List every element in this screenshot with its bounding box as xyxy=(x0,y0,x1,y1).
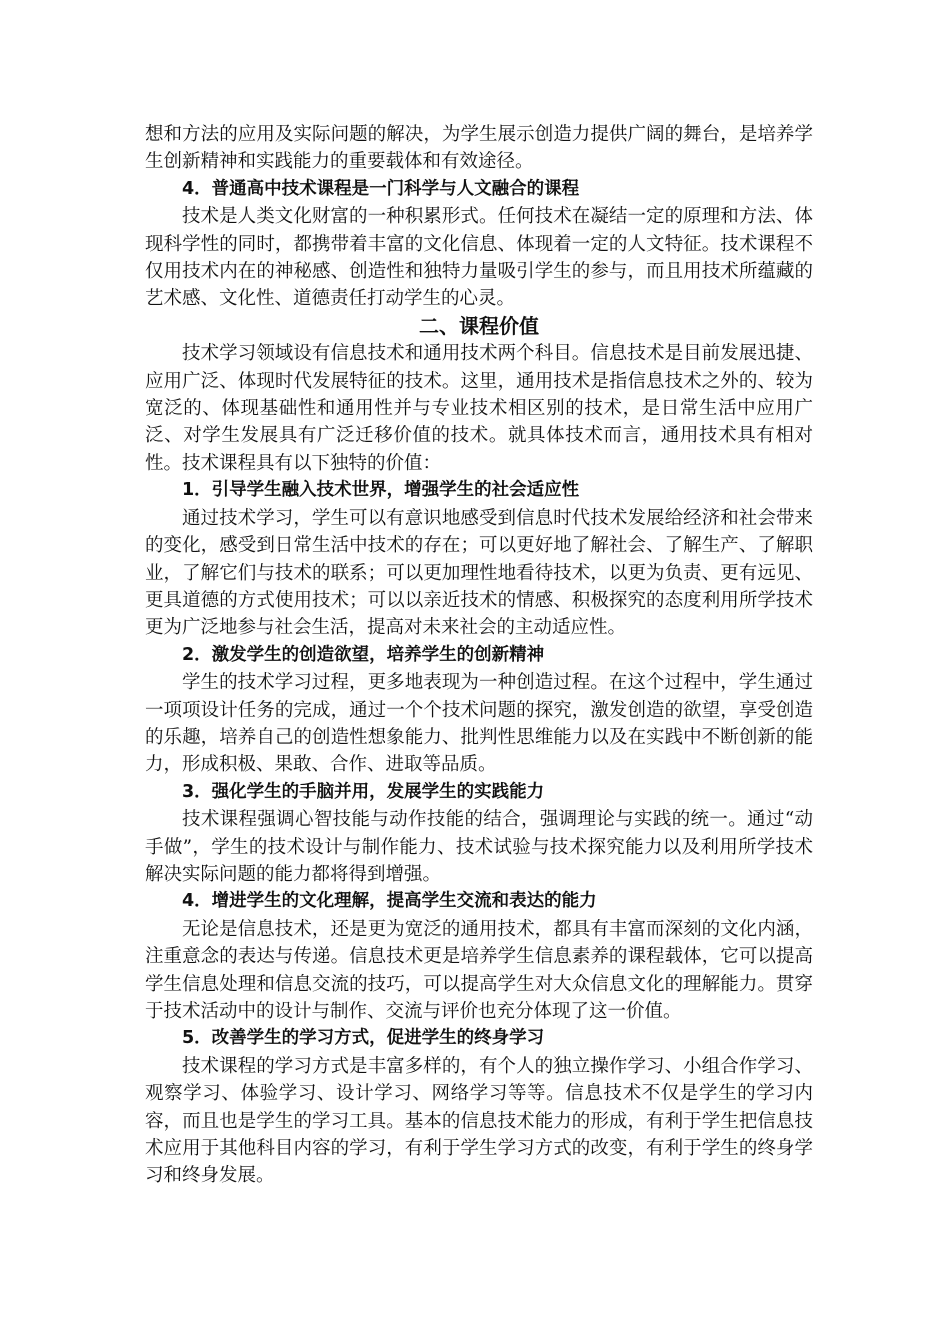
document-page xyxy=(145,121,813,1190)
paragraph-course-value-intro: 技术学习领域设有信息技术和通用技术两个科目。信息技术是目前发展迅捷、应用广泛、体现时代发展特征的技术。这里，通用技术是指信息技术之外的、较为宽泛的、体现基础性和通用性并与专业技术相区别的技术，是日常生活中应用广泛、对学生发展具有广泛迁移价值的技术。就具体技术而言，通用技术具有相对性。技术课程具有以下独特的价值： xyxy=(145,343,813,474)
paragraph-value-1: 通过技术学习，学生可以有意识地感受到信息时代技术发展给经济和社会带来的变化，感受到日常生活中技术的存在；可以更好地了解社会、了解生产、了解职业，了解它们与技术的联系；可以更加理性地看待技术，以更为负责、更有远见、更具道德的方式使用技术；可以以亲近技术的情感、积极探究的态度利用所学技术更为广泛地参与社会生活，提高对未来社会的主动适应性。 xyxy=(145,507,813,639)
paragraph-value-2: 学生的技术学习过程，更多地表现为一种创造过程。在这个过程中，学生通过一项项设计任务的完成，通过一个个技术问题的探究，激发创造的欲望，享受创造的乐趣，培养自己的创造性想象能力、批判性思维能力以及在实践中不断创新的能力，形成积极、果敢、合作、进取等品质。 xyxy=(145,672,813,776)
paragraph-value-4: 无论是信息技术，还是更为宽泛的通用技术，都具有丰富而深刻的文化内涵，注重意念的表达与传递。信息技术更是培养学生信息素养的课程载体，它可以提高学生信息处理和信息交流的技巧，可以提高学生对大众信息文化的理解能力。贯穿于技术活动中的设计与制作、交流与评价也充分体现了这一价值。 xyxy=(145,918,813,1022)
heading-value-5: 5．改善学生的学习方式，促进学生的终身学习 xyxy=(182,1028,545,1049)
heading-science-humanities: 4．普通高中技术课程是一门科学与人文融合的课程 xyxy=(182,178,580,199)
section-title-course-value: 二、课程价值 xyxy=(419,313,539,338)
paragraph-value-5: 技术课程的学习方式是丰富多样的，有个人的独立操作学习、小组合作学习、观察学习、体验学习、设计学习、网络学习等等。信息技术不仅是学生的学习内容，而且也是学生的学习工具。基本的信息技术能力的形成，有利于学生把信息技术应用于其他科目内容的学习，有利于学生学习方式的改变，有利于学生的终身学习和终身发展。 xyxy=(145,1055,813,1187)
paragraph-science-humanities: 技术是人类文化财富的一种积累形式。任何技术在凝结一定的原理和方法、体现科学性的同时，都携带着丰富的文化信息、体现着一定的人文特征。技术课程不仅用技术内在的神秘感、创造性和独特力量吸引学生的参与，而且用技术所蕴藏的艺术感、文化性、道德责任打动学生的心灵。 xyxy=(145,206,813,310)
paragraph-intro-continued: 想和方法的应用及实际问题的解决，为学生展示创造力提供广阔的舞台，是培养学生创新精神和实践能力的重要载体和有效途径。 xyxy=(145,124,813,173)
heading-value-1: 1．引导学生融入技术世界，增强学生的社会适应性 xyxy=(182,480,580,501)
heading-value-4: 4．增进学生的文化理解，提高学生交流和表达的能力 xyxy=(182,891,597,912)
paragraph-value-3: 技术课程强调心智技能与动作技能的结合，强调理论与实践的统一。通过“动手做”，学生的技术设计与制作能力、技术试验与技术探究能力以及利用所学技术解决实际问题的能力都将得到增强。 xyxy=(145,809,813,885)
heading-value-3: 3．强化学生的手脑并用，发展学生的实践能力 xyxy=(182,781,545,802)
heading-value-2: 2．激发学生的创造欲望，培养学生的创新精神 xyxy=(182,644,545,665)
